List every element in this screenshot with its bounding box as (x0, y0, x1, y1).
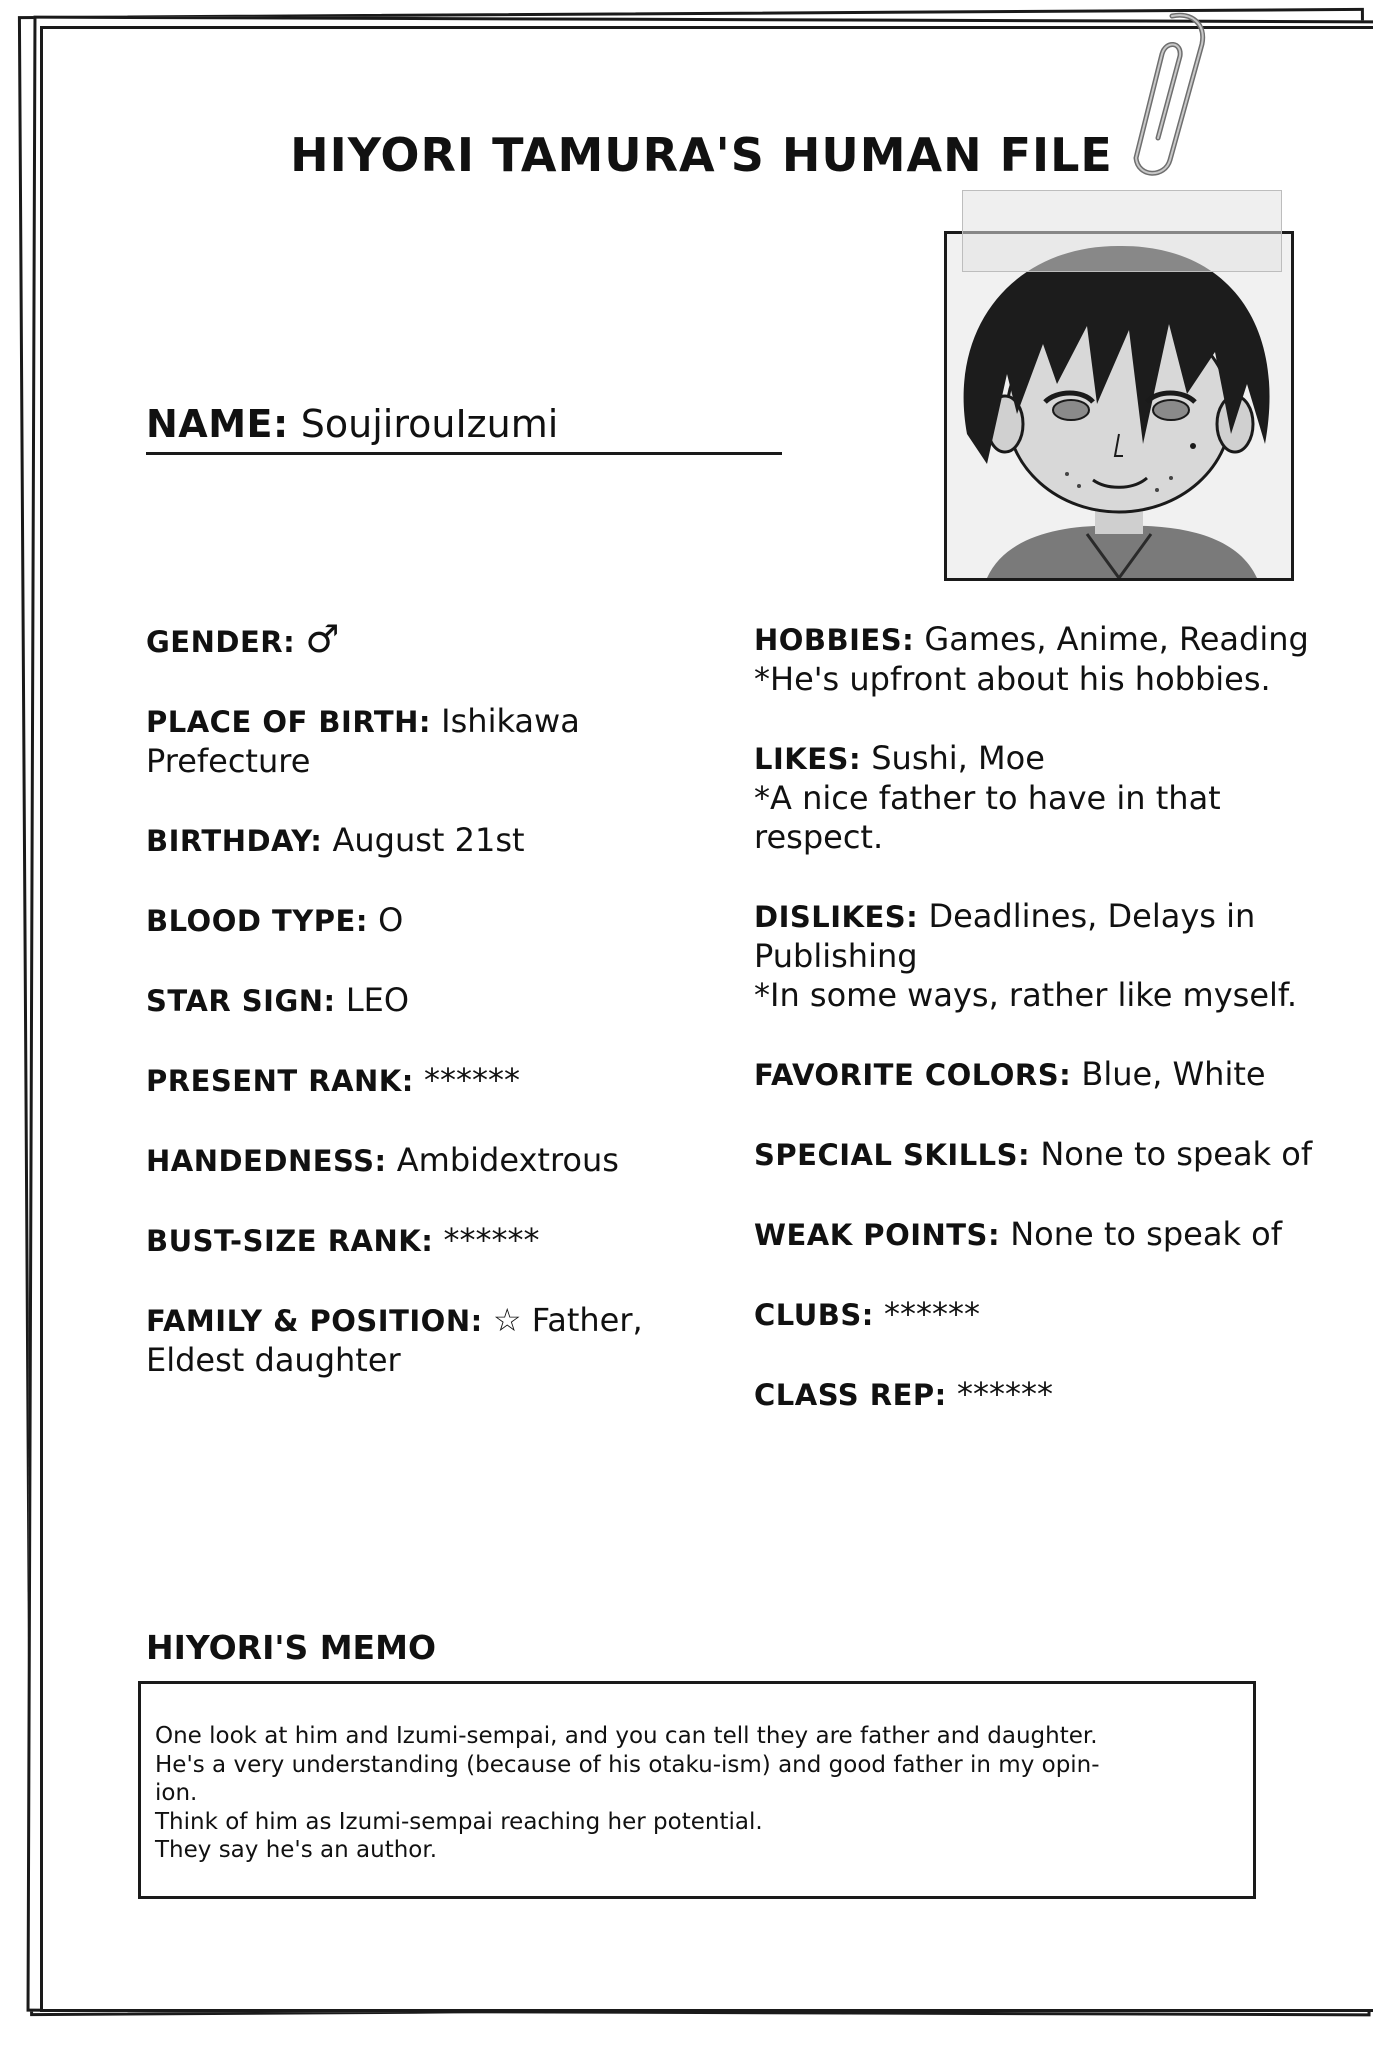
memo-line: One look at him and Izumi-sempai, and you can tell they are father and daughter. (155, 1723, 1098, 1749)
field-value: None to speak of (1010, 1215, 1282, 1253)
right-fields (754, 620, 1314, 1415)
field-weak-points (754, 1215, 1314, 1255)
field-favorite-colors (754, 1055, 1314, 1095)
field-value: None to speak of (1040, 1135, 1313, 1173)
field-special-skills (754, 1135, 1314, 1175)
field-label: DISLIKES: (754, 900, 919, 934)
field-family-position (146, 1301, 706, 1380)
field-bust-size-rank (146, 1221, 706, 1261)
field-label: CLUBS: (754, 1298, 874, 1332)
field-note: *He's upfront about his hobbies. (754, 660, 1271, 698)
field-hobbies (754, 620, 1314, 699)
name-label: NAME: (146, 402, 289, 446)
name-field (146, 402, 782, 455)
field-value: Blue, White (1081, 1055, 1266, 1093)
name-value: SoujirouIzumi (300, 402, 559, 446)
field-value: Ishikawa Prefecture (146, 702, 580, 780)
field-likes (754, 739, 1314, 857)
field-present-rank (146, 1061, 706, 1101)
memo-line: ion. (155, 1780, 198, 1806)
field-label: FAVORITE COLORS: (754, 1058, 1072, 1092)
field-dislikes (754, 897, 1314, 1015)
memo-line: He's a very understanding (because of his otaku-ism) and good father in my opin- (155, 1751, 1100, 1778)
field-label: PRESENT RANK: (146, 1064, 414, 1098)
field-label: PLACE OF BIRTH: (146, 705, 431, 739)
field-value: ****** (424, 1061, 521, 1099)
memo-box (138, 1681, 1256, 1899)
field-label: HOBBIES: (754, 623, 915, 657)
field-value: LEO (345, 981, 410, 1019)
field-value: Deadlines, Delays in Publishing (754, 897, 1256, 975)
field-handedness (146, 1141, 706, 1181)
field-note: *In some ways, rather like myself. (754, 976, 1298, 1014)
field-label: BIRTHDAY: (146, 824, 323, 858)
field-value: O (378, 901, 404, 939)
field-label: SPECIAL SKILLS: (754, 1138, 1031, 1172)
field-value: ☆ Father, Eldest daughter (146, 1301, 643, 1379)
left-fields (146, 617, 706, 1380)
field-value: Games, Anime, Reading (924, 620, 1309, 658)
field-label: GENDER: (146, 625, 296, 659)
field-value: August 21st (332, 821, 525, 859)
field-value: ****** (956, 1375, 1053, 1413)
memo-heading: HIYORI'S MEMO (146, 1628, 436, 1667)
field-note: *A nice father to have in that respect. (754, 779, 1221, 856)
field-gender (146, 617, 706, 662)
field-class-rep (754, 1375, 1314, 1415)
field-value: ****** (884, 1295, 981, 1333)
memo-line: They say he's an author. (155, 1837, 438, 1863)
field-place-of-birth (146, 702, 706, 781)
field-value: Sushi, Moe (871, 739, 1045, 777)
field-blood-type (146, 901, 706, 941)
field-label: CLASS REP: (754, 1378, 947, 1412)
photo-tape (962, 190, 1282, 272)
field-label: FAMILY & POSITION: (146, 1304, 483, 1338)
field-label: BLOOD TYPE: (146, 904, 368, 938)
field-clubs (754, 1295, 1314, 1335)
memo-line: Think of him as Izumi-sempai reaching her potential. (155, 1808, 763, 1835)
field-star-sign (146, 981, 706, 1021)
male-symbol-icon: ♂ (305, 617, 340, 661)
character-portrait (944, 231, 1294, 581)
field-label: WEAK POINTS: (754, 1218, 1001, 1252)
field-label: LIKES: (754, 742, 862, 776)
field-label: HANDEDNESS: (146, 1144, 387, 1178)
field-value: ****** (443, 1221, 540, 1259)
field-birthday (146, 821, 706, 861)
page-title: HIYORI TAMURA'S HUMAN FILE (290, 128, 1113, 182)
field-label: BUST-SIZE RANK: (146, 1224, 434, 1258)
field-value: Ambidextrous (396, 1141, 619, 1179)
field-label: STAR SIGN: (146, 984, 336, 1018)
